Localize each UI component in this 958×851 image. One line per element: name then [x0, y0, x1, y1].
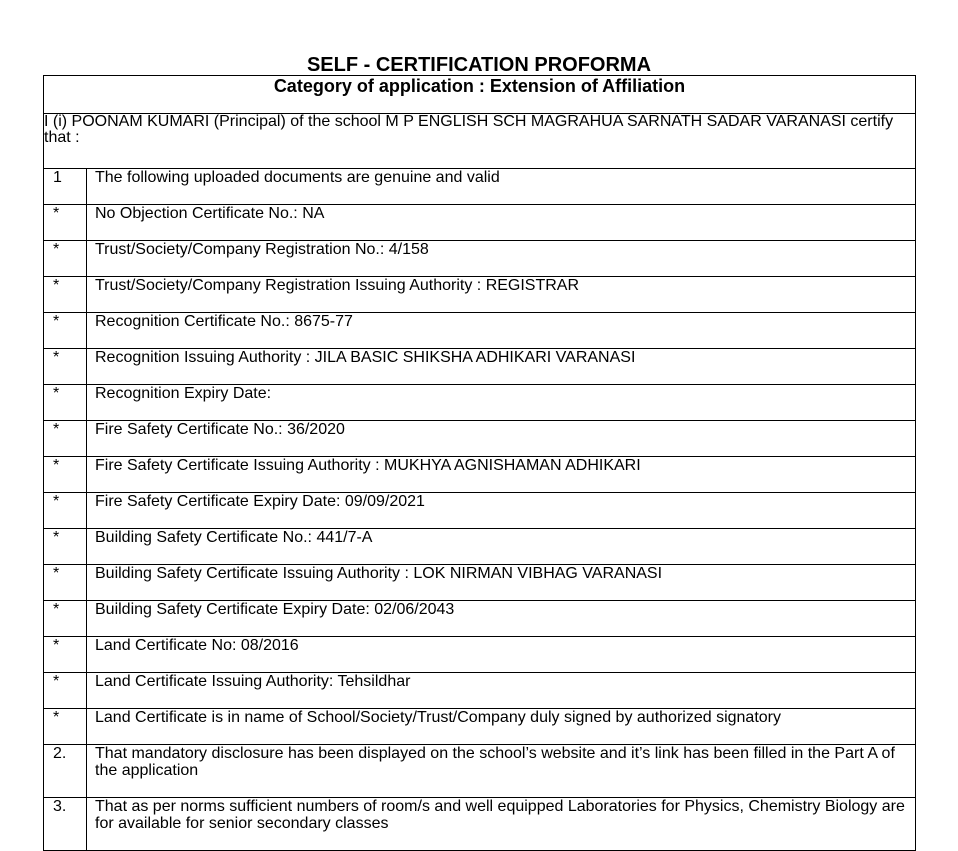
intro-row: [44, 114, 916, 169]
table-row: [44, 205, 916, 241]
table-row: [44, 241, 916, 277]
item-number: *: [44, 313, 87, 349]
table-row: [44, 457, 916, 493]
item-text: Recognition Expiry Date:: [87, 385, 916, 421]
item-text: Building Safety Certificate Issuing Authority : LOK NIRMAN VIBHAG VARANASI: [87, 565, 916, 601]
item-number: *: [44, 241, 87, 277]
item-text: Trust/Society/Company Registration No.: 4/158: [87, 241, 916, 277]
item-text: Land Certificate No: 08/2016: [87, 637, 916, 673]
item-number: *: [44, 205, 87, 241]
item-number: *: [44, 493, 87, 529]
table-row: [44, 421, 916, 457]
item-text: Trust/Society/Company Registration Issuing Authority : REGISTRAR: [87, 277, 916, 313]
item-text: Fire Safety Certificate No.: 36/2020: [87, 421, 916, 457]
table-row: [44, 529, 916, 565]
item-text: Recognition Issuing Authority : JILA BASIC SHIKSHA ADHIKARI VARANASI: [87, 349, 916, 385]
item-text: Land Certificate is in name of School/Society/Trust/Company duly signed by authorized signatory: [87, 709, 916, 745]
item-number: *: [44, 457, 87, 493]
item-number: *: [44, 565, 87, 601]
table-row: [44, 745, 916, 798]
item-text: Building Safety Certificate No.: 441/7-A: [87, 529, 916, 565]
item-number: *: [44, 529, 87, 565]
item-text: No Objection Certificate No.: NA: [87, 205, 916, 241]
category-of-application: Category of application : Extension of Affiliation: [44, 76, 916, 114]
table-row: [44, 673, 916, 709]
table-row: [44, 277, 916, 313]
item-number: *: [44, 601, 87, 637]
table-row: [44, 313, 916, 349]
item-text: Fire Safety Certificate Issuing Authority : MUKHYA AGNISHAMAN ADHIKARI: [87, 457, 916, 493]
table-row: [44, 637, 916, 673]
item-number: *: [44, 637, 87, 673]
item-text: Fire Safety Certificate Expiry Date: 09/09/2021: [87, 493, 916, 529]
item-text: Recognition Certificate No.: 8675-77: [87, 313, 916, 349]
table-row: [44, 798, 916, 851]
item-text: The following uploaded documents are genuine and valid: [87, 169, 916, 205]
table-row: [44, 565, 916, 601]
table-row: [44, 385, 916, 421]
table-row: [44, 169, 916, 205]
document-title: SELF - CERTIFICATION PROFORMA: [306, 54, 652, 76]
table-row: [44, 601, 916, 637]
item-number: 2.: [44, 745, 87, 798]
item-number: 3.: [44, 798, 87, 851]
certification-statement: I (i) POONAM KUMARI (Principal) of the school M P ENGLISH SCH MAGRAHUA SARNATH SADAR VARANASI certify that :: [44, 114, 916, 169]
item-text: Land Certificate Issuing Authority: Tehsildhar: [87, 673, 916, 709]
proforma-table: [43, 75, 916, 851]
table-row: [44, 493, 916, 529]
item-number: *: [44, 277, 87, 313]
item-number: *: [44, 673, 87, 709]
category-row: [44, 76, 916, 114]
item-number: *: [44, 385, 87, 421]
item-text: That mandatory disclosure has been displayed on the school’s website and it’s link has been filled in the Part A of the application: [87, 745, 916, 798]
table-row: [44, 349, 916, 385]
item-text: Building Safety Certificate Expiry Date: 02/06/2043: [87, 601, 916, 637]
item-number: *: [44, 421, 87, 457]
item-number: *: [44, 349, 87, 385]
item-number: *: [44, 709, 87, 745]
table-row: [44, 709, 916, 745]
item-text: That as per norms sufficient numbers of room/s and well equipped Laboratories for Physics, Chemistry Biology are for available for senior secondary classes: [87, 798, 916, 851]
item-number: 1: [44, 169, 87, 205]
